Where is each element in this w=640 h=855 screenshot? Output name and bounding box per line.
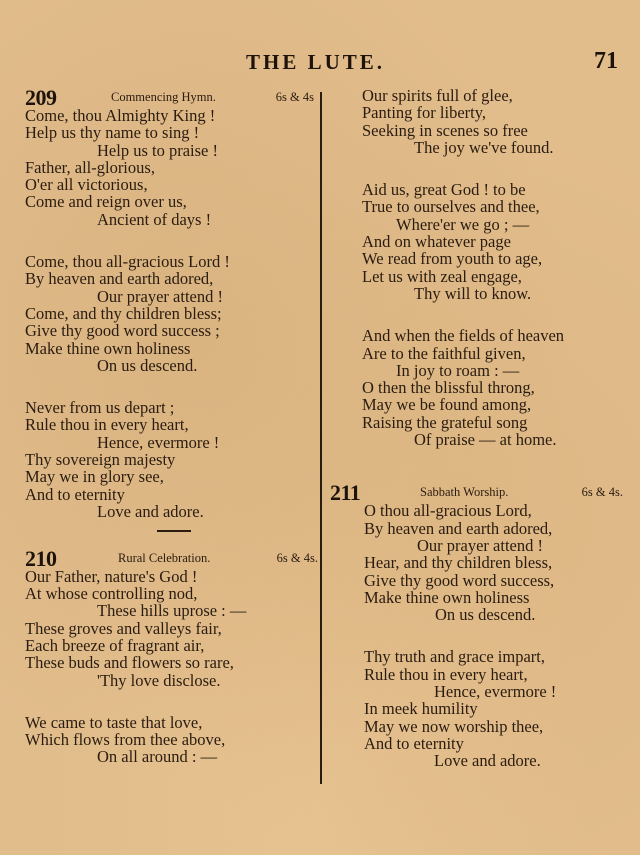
verse-line: Love and adore. — [97, 501, 204, 521]
verse-line: O'er all victorious, — [25, 175, 148, 195]
verse-line: Hence, evermore ! — [97, 432, 220, 452]
stanza — [364, 502, 625, 623]
hymn-title: Commencing Hymn. — [111, 90, 216, 104]
verse-line: Raising the grateful song — [362, 412, 528, 432]
hymn-211 — [330, 482, 625, 769]
verse-line: Come, thou all-gracious Lord ! — [25, 252, 230, 272]
stanza — [25, 253, 317, 374]
verse-line: On us descend. — [435, 605, 536, 625]
verse-line: At whose controlling nod, — [25, 584, 198, 604]
stanza — [362, 87, 625, 156]
verse-line: We read from youth to age, — [362, 249, 543, 269]
verse-line: Aid us, great God ! to be — [362, 180, 526, 200]
stanza — [362, 181, 625, 302]
running-title: THE LUTE. — [246, 50, 386, 74]
verse-line: On us descend. — [97, 355, 198, 375]
hymn-title: Rural Celebration. — [118, 550, 211, 565]
hymn-210 — [25, 545, 318, 767]
stanza-gap — [25, 374, 317, 399]
stanza-gap — [25, 228, 317, 253]
verse-line: By heaven and earth adored, — [364, 518, 553, 538]
verse-line: Hence, evermore ! — [434, 682, 557, 702]
verse-line: And when the fields of heaven — [362, 326, 565, 346]
verse-line: In joy to roam : — — [396, 360, 520, 380]
section-rule — [157, 530, 191, 532]
verse-line: 'Thy love disclose. — [97, 670, 221, 690]
hymn-meter: 6s & 4s. — [276, 550, 318, 565]
verse-line: On all around : — — [97, 747, 218, 767]
hymn-heading — [25, 85, 317, 110]
verse-line: Make thine own holiness — [25, 338, 191, 358]
verse-line: Give thy good word success, — [364, 570, 555, 590]
verse-line: These groves and valleys fair, — [25, 618, 222, 638]
verse-line: Rule thou in every heart, — [25, 415, 189, 435]
running-head — [0, 50, 640, 80]
verse-line: Thy will to know. — [414, 283, 532, 303]
stanza — [364, 648, 625, 769]
verse-line: Our prayer attend ! — [417, 535, 543, 555]
hymn-number: 209 — [25, 85, 57, 110]
verse-line: Are to the faithful given, — [362, 343, 526, 363]
stanza — [25, 568, 317, 689]
verse-line: These hills uprose : — — [97, 601, 247, 621]
verse-line: Of praise — at home. — [414, 430, 557, 450]
verse-line: O then the blissful throng, — [362, 378, 535, 398]
verse-line: Which flows from thee above, — [25, 730, 226, 750]
hymn-210-continued — [330, 87, 625, 448]
left-column — [25, 87, 317, 766]
verse-line: Seeking in scenes so free — [362, 120, 528, 140]
verse-line: Help us thy name to sing ! — [25, 123, 200, 143]
verse-line: Give thy good word success ; — [25, 321, 220, 341]
verse-line: Come, thou Almighty King ! — [25, 106, 216, 125]
verse-line: Each breeze of fragrant air, — [25, 635, 205, 655]
page-number: 71 — [594, 48, 618, 74]
verse-line: Thy truth and grace impart, — [364, 647, 545, 667]
stanza — [362, 327, 625, 448]
hymn-number: 210 — [25, 545, 57, 571]
stanza-gap — [362, 156, 625, 181]
verse-line: Come and reign over us, — [25, 192, 187, 212]
verse-line: By heaven and earth adored, — [25, 269, 214, 289]
verse-line: These buds and flowers so rare, — [25, 653, 234, 673]
verse-line: The joy we've found. — [414, 137, 554, 157]
stanza — [25, 714, 317, 766]
hymn-209 — [25, 87, 317, 520]
verse-line: Rule thou in every heart, — [364, 664, 528, 684]
verse-line: O thou all-gracious Lord, — [364, 501, 532, 521]
hymn-number: 211 — [330, 480, 361, 506]
hymn-meter: 6s & 4s. — [581, 485, 623, 500]
verse-line: Father, all-glorious, — [25, 157, 155, 177]
stanza-gap — [364, 623, 625, 648]
verse-line: We came to taste that love, — [25, 712, 203, 732]
verse-line: And to eternity — [25, 484, 125, 504]
verse-line: In meek humility — [364, 699, 478, 719]
right-column — [330, 87, 625, 770]
verse-line: Ancient of days ! — [97, 209, 212, 229]
verse-line: Love and adore. — [434, 751, 541, 771]
verse-line: Our Father, nature's God ! — [25, 566, 198, 586]
verse-line: Our prayer attend ! — [97, 286, 223, 306]
stanza-gap — [362, 302, 625, 327]
stanza-gap — [25, 689, 317, 714]
verse-line: May we now worship thee, — [364, 716, 544, 736]
verse-line: And on whatever page — [362, 232, 511, 252]
verse-line: Help us to praise ! — [97, 140, 218, 160]
verse-line: Hear, and thy children bless, — [364, 553, 553, 573]
verse-line: Let us with zeal engage, — [362, 266, 522, 286]
verse-line: May we be found among, — [362, 395, 532, 415]
verse-line: May we in glory see, — [25, 467, 164, 487]
verse-line: Thy sovereign majesty — [25, 450, 176, 470]
verse-line: Where'er we go ; — — [396, 214, 530, 234]
verse-line: Come, and thy children bless; — [25, 303, 222, 323]
verse-line: And to eternity — [364, 733, 464, 753]
hymn-heading — [330, 480, 625, 506]
hymn-heading — [25, 545, 318, 571]
verse-line: Make thine own holiness — [364, 587, 530, 607]
hymn-body — [330, 502, 625, 769]
verse-line: True to ourselves and thee, — [362, 197, 540, 217]
verse-line: Never from us depart ; — [25, 398, 175, 418]
verse-line: Panting for liberty, — [362, 103, 487, 123]
hymn-title: Sabbath Worship. — [420, 485, 509, 500]
verse-line: Our spirits full of glee, — [362, 86, 513, 105]
column-divider — [320, 92, 322, 784]
stanza — [25, 399, 317, 520]
hymn-meter: 6s & 4s — [275, 90, 314, 104]
stanza — [25, 107, 317, 228]
